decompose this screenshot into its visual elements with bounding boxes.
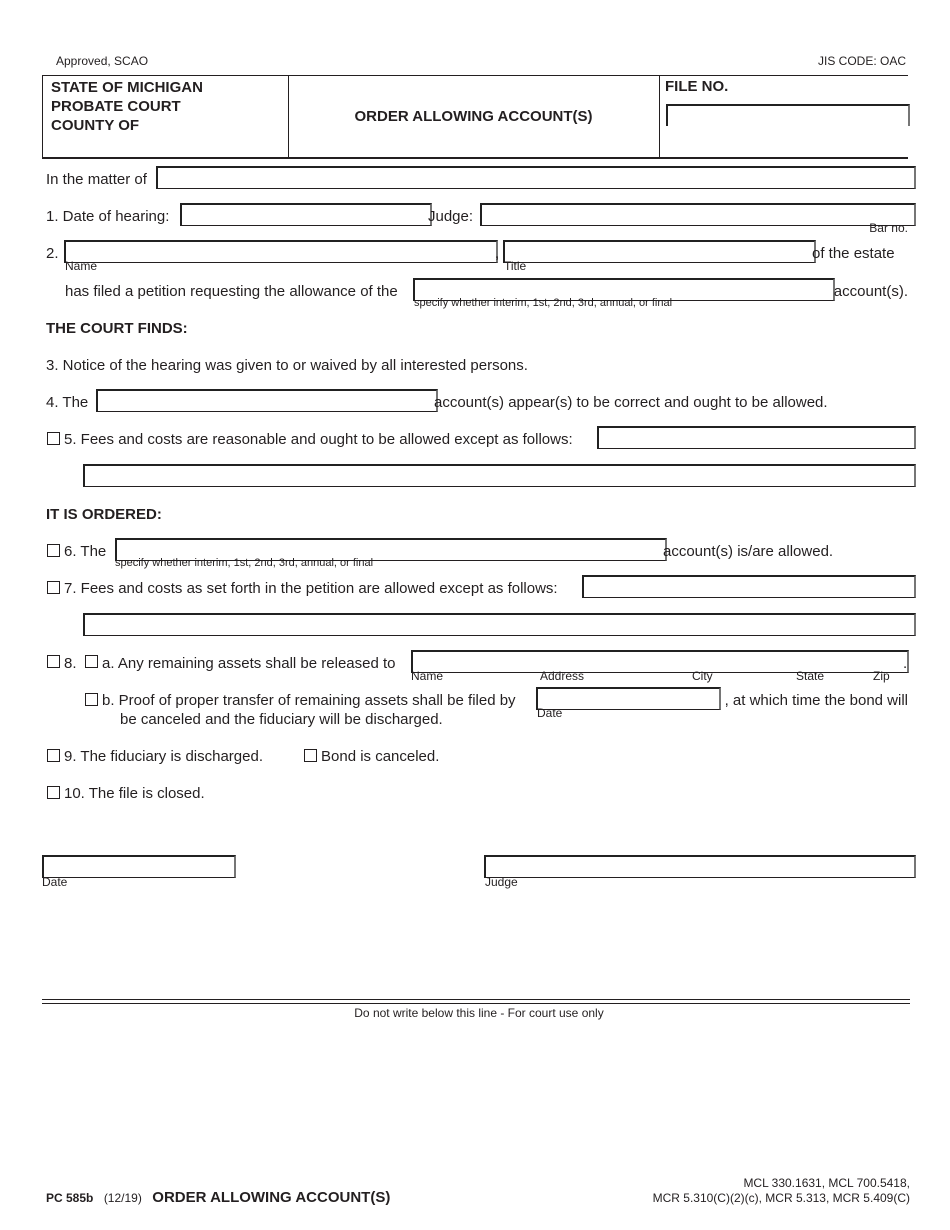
item8a-period: .: [903, 655, 908, 672]
header-top-rule: [42, 75, 908, 76]
judge-signature-caption: Judge: [485, 875, 518, 889]
item9-checkbox[interactable]: [47, 749, 60, 762]
court-use-text: Do not write below this line - For court use only: [354, 1006, 604, 1020]
form-number: PC 585b: [46, 1191, 94, 1205]
item5-exceptions-input-2[interactable]: [83, 464, 916, 487]
hearing-date-label: 1. Date of hearing:: [46, 208, 170, 225]
bar-no-caption: Bar no.: [869, 221, 908, 235]
approved-label: Approved, SCAO: [56, 54, 149, 68]
item8a-address-caption: Address: [540, 669, 585, 683]
account-type-caption: specify whether interim, 1st, 2nd, 3rd, annual, or final: [414, 297, 673, 309]
jis-code: JIS CODE: OAC: [817, 54, 906, 68]
item8b-date-input[interactable]: [536, 687, 721, 710]
item7-exceptions-input-2[interactable]: [83, 613, 916, 636]
item4-prefix: 4. The: [46, 394, 89, 411]
item8a-zip-caption: Zip: [873, 669, 890, 683]
item6-checkbox[interactable]: [47, 544, 60, 557]
item8b-suffix: , at which time the bond will: [724, 692, 908, 709]
header-bottom-rule: [42, 157, 908, 159]
authority-line-1: MCL 330.1631, MCL 700.5418,: [743, 1176, 910, 1190]
item2-number: 2.: [46, 245, 59, 262]
form-revision: (12/19): [103, 1191, 142, 1205]
item4-suffix: account(s) appear(s) to be correct and ought to be allowed.: [434, 394, 828, 411]
header-left-border: [42, 75, 43, 157]
item9-text: 9. The fiduciary is discharged.: [64, 748, 263, 765]
judge-input[interactable]: [480, 203, 916, 226]
item8-number: 8.: [64, 655, 77, 672]
item8-checkbox[interactable]: [47, 655, 60, 668]
item8a-text: a. Any remaining assets shall be released to: [102, 655, 396, 672]
file-no-input[interactable]: [666, 104, 910, 126]
item4-account-input[interactable]: [96, 389, 438, 412]
bond-canceled-checkbox[interactable]: [304, 749, 317, 762]
item5-text: 5. Fees and costs are reasonable and ought to be allowed except as follows:: [64, 431, 573, 448]
item8a-state-caption: State: [796, 669, 825, 683]
petition-text: has filed a petition requesting the allowance of the: [65, 283, 398, 300]
item5-exceptions-input[interactable]: [597, 426, 916, 449]
judge-label: Judge:: [428, 208, 474, 225]
authority-line-2: MCR 5.310(C)(2)(c), MCR 5.313, MCR 5.409(C): [652, 1191, 910, 1205]
item8b-date-caption: Date: [537, 706, 563, 720]
item8b-line2: be canceled and the fiduciary will be discharged.: [120, 711, 443, 728]
file-no-label: FILE NO.: [665, 78, 729, 95]
item8a-checkbox[interactable]: [85, 655, 98, 668]
header-divider-2: [659, 75, 660, 157]
bond-canceled-text: Bond is canceled.: [321, 748, 440, 765]
item8b-checkbox[interactable]: [85, 693, 98, 706]
form-title: ORDER ALLOWING ACCOUNT(S): [354, 108, 593, 125]
name-caption: Name: [65, 259, 98, 273]
item6-suffix: account(s) is/are allowed.: [663, 543, 834, 560]
court-name: PROBATE COURT: [51, 98, 181, 115]
of-estate-text: of the estate: [812, 245, 895, 262]
matter-input[interactable]: [156, 166, 916, 189]
item6-prefix: 6. The: [64, 543, 107, 560]
item8b-text: b. Proof of proper transfer of remaining assets shall be filed by: [102, 692, 516, 709]
item2-comma: ,: [495, 245, 500, 262]
item8a-name-caption: Name: [411, 669, 444, 683]
court-state: STATE OF MICHIGAN: [51, 79, 203, 96]
item7-checkbox[interactable]: [47, 581, 60, 594]
court-block: [51, 78, 203, 135]
judge-signature-input[interactable]: [484, 855, 916, 878]
footer-authority: [653, 1176, 910, 1206]
item8a-recipient-input[interactable]: [411, 650, 909, 673]
footer-form-id: [46, 1189, 390, 1207]
court-use-rule-2: [42, 1003, 910, 1004]
petitioner-title-input[interactable]: [503, 240, 816, 263]
item5-checkbox[interactable]: [47, 432, 60, 445]
footer-title: ORDER ALLOWING ACCOUNT(S): [152, 1189, 391, 1206]
item8a-city-caption: City: [692, 669, 713, 683]
item3-text: 3. Notice of the hearing was given to or waived by all interested persons.: [46, 357, 528, 374]
hearing-date-input[interactable]: [180, 203, 432, 226]
item7-text: 7. Fees and costs as set forth in the petition are allowed except as follows:: [64, 580, 558, 597]
matter-label: In the matter of: [46, 171, 147, 188]
it-is-ordered-heading: IT IS ORDERED:: [46, 506, 162, 523]
signature-date-input[interactable]: [42, 855, 236, 878]
petitioner-name-input[interactable]: [64, 240, 498, 263]
title-caption: Title: [504, 259, 527, 273]
court-county-label: COUNTY OF: [51, 117, 140, 134]
accounts-suffix: account(s).: [833, 283, 908, 300]
item10-checkbox[interactable]: [47, 786, 60, 799]
item6-caption: specify whether interim, 1st, 2nd, 3rd, annual, or final: [115, 557, 374, 569]
court-use-rule-1: [42, 999, 910, 1000]
item7-exceptions-input[interactable]: [582, 575, 916, 598]
signature-date-caption: Date: [42, 875, 68, 889]
court-finds-heading: THE COURT FINDS:: [46, 320, 188, 337]
item10-text: 10. The file is closed.: [64, 785, 205, 802]
